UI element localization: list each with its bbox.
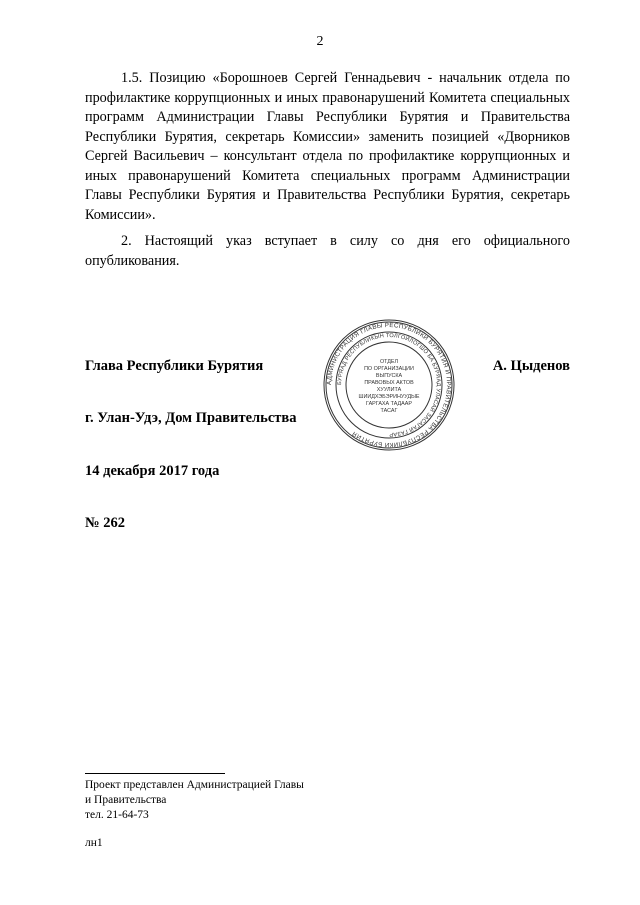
paragraph-2: 2. Настоящий указ вступает в силу со дня его официального опубликования. [85, 233, 570, 269]
footer-line-2: и Правительства [85, 794, 167, 806]
signatory-title: Глава Республики Бурятия [85, 358, 264, 374]
signatory-name: А. Цыденов [492, 358, 570, 374]
footer-line-1: Проект представлен Администрацией Главы [85, 779, 304, 791]
seal-center-line: ГАРГАХА ТАДААР [366, 401, 412, 407]
seal-outer-text: АДМИНИСТРАЦИЯ ГЛАВЫ РЕСПУБЛИКИ БУРЯТИЯ И ПРАВИТЕЛЬСТВА РЕСПУБЛИКИ БУРЯТИЯ [325, 321, 453, 449]
paragraph-1-5: 1.5. Позицию «Борошноев Сергей Геннадьевич - начальник отдела по профилактике коррупционных и иных правонарушений Комитета специальных программ Администрации Главы Республики Бурятия и Правительства Республики Бурятия, секретарь Комиссии» заменить позицией «Дворников Сергей Васильевич – консультант отдела по профилактике коррупционных и иных правонарушений Комитета специальных программ Администрации Главы Республики Бурятия и Правительства Республики Бурятия, секретарь Комиссии». [85, 70, 570, 223]
place-of-signing: г. Улан-Удэ, Дом Правительства [85, 410, 297, 426]
page-number: 2 [316, 34, 324, 49]
official-seal [322, 318, 456, 452]
seal-center-line: ПРАВОВЫХ АКТОВ [364, 380, 414, 386]
seal-inner-text: БУРЯАД РЕСПУБЛИКЫН ТОЛГОЙЛОГШО БА БУРЯАД УЛАСАЙ ЗАСАГАЙ ГАЗАР [336, 332, 442, 438]
seal-center-line: ВЫПУСКА [375, 373, 403, 379]
seal-center-line: ПО ОРГАНИЗАЦИИ [364, 366, 414, 372]
seal-center-line: ОТДЕЛ [379, 359, 399, 365]
seal-center-line: ШИИДХЭБЭРИНУУДЫЕ [358, 394, 420, 400]
footer-divider [85, 773, 225, 774]
seal-center-line: ХУУЛИТА [376, 387, 402, 393]
decree-number: № 262 [85, 515, 125, 531]
footer-phone: тел. 21-64-73 [85, 809, 149, 821]
footer-code: лн1 [85, 837, 103, 849]
decree-date: 14 декабря 2017 года [85, 463, 220, 479]
seal-center-line: ТАСАГ [380, 408, 398, 414]
